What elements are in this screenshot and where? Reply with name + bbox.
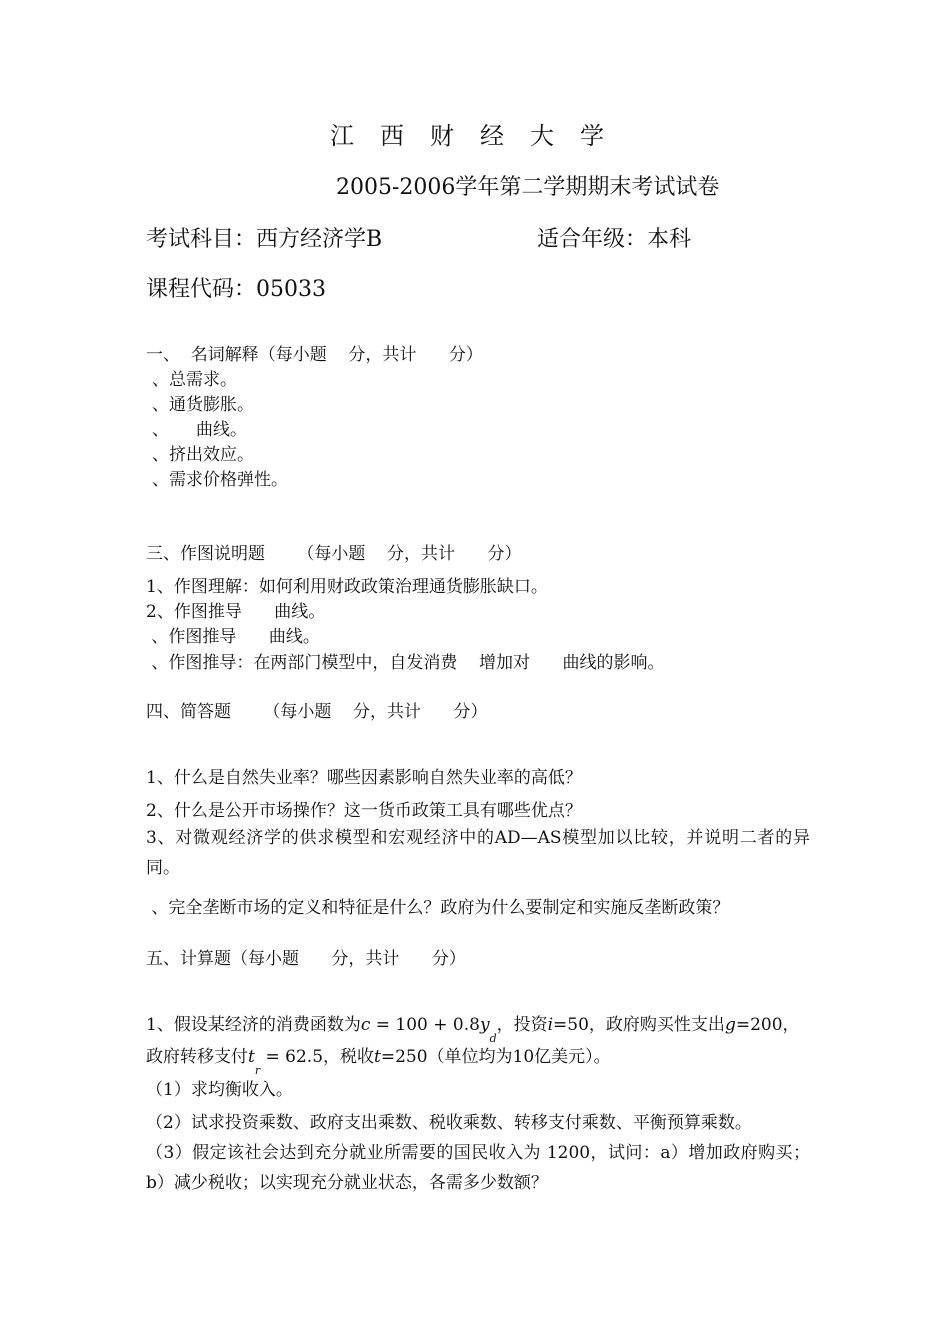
section-3-item: 、作图推导：在两部门模型中，自发消费 增加对 曲线的影响。 [146, 653, 665, 673]
question-5-1-sub-3: （3）假定该社会达到充分就业所需要的国民收入为 1200，试问：a）增加政府购买；b）减少税收；以实现充分就业状态，各需多少数额？ [146, 1143, 810, 1193]
section-4-item: 3、对微观经济学的供求模型和宏观经济中的AD—AS模型加以比较，并说明二者的异同。 [146, 828, 810, 878]
question-5-1-sub-2: （2）试求投资乘数、政府支出乘数、税收乘数、转移支付乘数、平衡预算乘数。 [146, 1113, 752, 1133]
section-1-item: 、总需求。 [152, 370, 237, 390]
question-5-1-line-2: 政府转移支付$t_r = 62.5$，税收t=250（单位均为10亿美元）。 [146, 1047, 611, 1077]
section-1-item: 、 曲线。 [152, 420, 248, 440]
school-name: 江西财经大学 [330, 122, 630, 150]
section-3-item: 2、作图推导 曲线。 [146, 602, 326, 622]
section-5-title: 五、计算题（每小题 分，共计 分） [146, 949, 466, 969]
section-3-title: 三、作图说明题 （每小题 分，共计 分） [146, 544, 522, 564]
section-4-item: 、完全垄断市场的定义和特征是什么？政府为什么要制定和实施反垄断政策？ [146, 898, 730, 918]
question-5-1-sub-1: （1）求均衡收入。 [146, 1080, 293, 1100]
course-code: 课程代码：05033 [146, 277, 326, 302]
section-4-title: 四、简答题 （每小题 分，共计 分） [146, 702, 488, 722]
section-1-item: 、需求价格弹性。 [152, 470, 288, 490]
exam-title: 2005-2006学年第二学期期末考试试卷 [336, 175, 720, 200]
section-1-title: 一、 名词解释（每小题 分，共计 分） [146, 345, 483, 365]
section-1-item: 、通货膨胀。 [152, 395, 254, 415]
section-4-item: 2、什么是公开市场操作？这一货币政策工具有哪些优点？ [146, 801, 582, 821]
section-3-item: 、作图推导 曲线。 [146, 627, 320, 647]
section-3-item: 1、作图理解：如何利用财政政策治理通货膨胀缺口。 [146, 577, 548, 597]
question-5-1-line-1: 1、假设某经济的消费函数为$c = 100 + 0.8y_d$，投资i=50，政府购买性支出g=200， [146, 1015, 800, 1045]
section-4-item: 1、什么是自然失业率？哪些因素影响自然失业率的高低？ [146, 768, 582, 788]
section-1-item: 、挤出效应。 [152, 445, 254, 465]
target-grade: 适合年级：本科 [537, 227, 692, 252]
exam-subject: 考试科目：西方经济学B [146, 227, 383, 252]
